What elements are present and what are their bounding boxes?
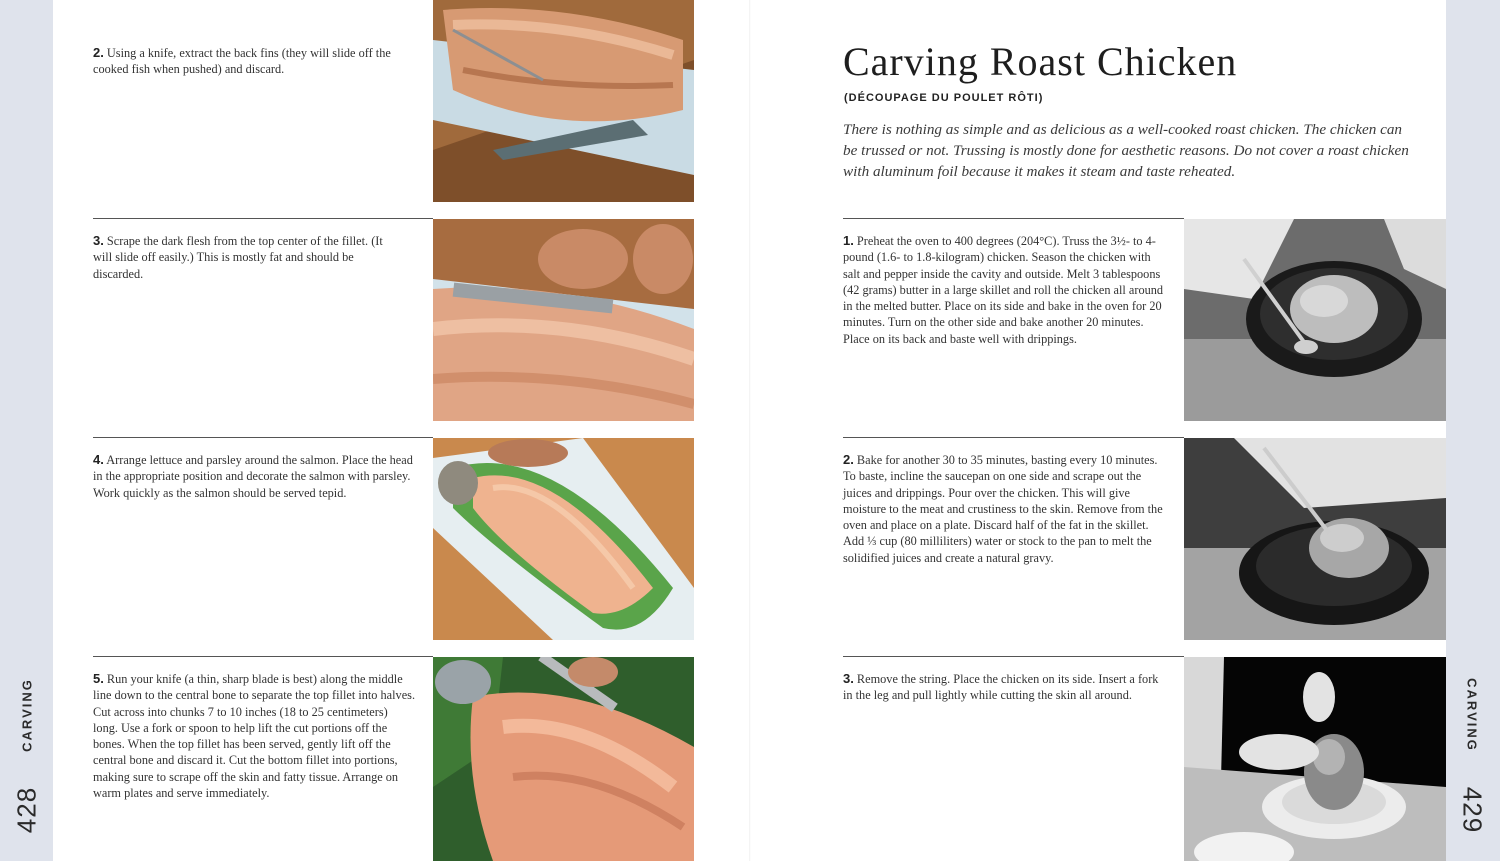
step-text: Preheat the oven to 400 degrees (204°C). Truss the 3½- to 4-pound (1.6- to 1.8-kilogram) chicken. Season the chicken with salt and pepper inside the cavity and outside. Melt 3 tablespoons (42 grams) butter in a large skillet and roll the chicken all around in the melted butter. Place on its side and bake in the oven for 20 minutes. Turn on the other side and bake another 20 minutes. Place on its back and baste well with drippings. [843, 234, 1164, 346]
step-item [93, 45, 418, 78]
salmon-fins-photo [433, 0, 694, 202]
salmon-portion-photo [433, 657, 694, 861]
step-number: 1. [843, 233, 854, 248]
intro-paragraph: There is nothing as simple and as delicious as a well-cooked roast chicken. The chicken can be trussed or not. Trussing is mostly done for aesthetic reasons. Do not cover a roast chicken with aluminum foil because it makes it steam and taste reheated. [843, 121, 1409, 180]
salmon-scrape-photo [433, 219, 694, 421]
running-head-left: CARVING [19, 678, 35, 752]
step-divider [93, 218, 433, 219]
step-number: 2. [843, 452, 854, 467]
step-number: 4. [93, 452, 104, 467]
step-number: 2. [93, 45, 104, 60]
step-item [93, 233, 403, 282]
step-number: 3. [93, 233, 104, 248]
page-gutter [749, 0, 751, 861]
step-number: 3. [843, 671, 854, 686]
step-item [93, 452, 418, 501]
step-text: Run your knife (a thin, sharp blade is best) along the middle line down to the central bone to separate the top fillet into halves. Cut across into chunks 7 to 10 inches (18 to 25 centimeters) long. Use a fork or spoon to help lift the cut portions off the bones. When the top fillet has been served, gently lift off the central bone and discard it. Cut the bottom fillet into portions, making sure to scrape off the skin and fatty tissue. Arrange on warm plates and serve immediately. [93, 672, 416, 801]
step-item [843, 452, 1165, 566]
step-text: Bake for another 30 to 35 minutes, basting every 10 minutes. To baste, incline the saucepan on one side and scrape out the juices and drippings. Pour over the chicken. This will give moisture to the meat and crustiness to the skin. Remove from the oven and place on a plate. Discard half of the fat in the skillet. Add ⅓ cup (80 milliliters) water or stock to the pan to melt the solidified juices and create a natural gravy. [843, 453, 1163, 565]
chicken-skillet-photo [1184, 219, 1446, 421]
step-number: 5. [93, 671, 104, 686]
step-divider [843, 437, 1184, 438]
step-item [843, 233, 1168, 347]
step-item [843, 671, 1168, 704]
step-item [93, 671, 415, 801]
step-divider [93, 437, 433, 438]
step-divider [843, 656, 1184, 657]
step-text: Arrange lettuce and parsley around the salmon. Place the head in the appropriate position and decorate the salmon with parsley. Work quickly as the salmon should be served tepid. [93, 453, 413, 500]
salmon-garnish-photo [433, 438, 694, 640]
step-divider [843, 218, 1184, 219]
page-number-right: 429 [1457, 786, 1488, 834]
running-head-right: CARVING [1464, 678, 1480, 752]
chicken-carve-photo [1184, 657, 1446, 861]
step-text: Scrape the dark flesh from the top center of the fillet. (It will slide off easily.) This is mostly fat and should be discarded. [93, 234, 383, 281]
chicken-baste-photo [1184, 438, 1446, 640]
step-text: Remove the string. Place the chicken on its side. Insert a fork in the leg and pull lightly while cutting the skin all around. [843, 672, 1159, 703]
step-text: Using a knife, extract the back fins (they will slide off the cooked fish when pushed) and discard. [93, 46, 391, 77]
page-number-left: 428 [11, 786, 42, 834]
step-divider [93, 656, 433, 657]
page-title: Carving Roast Chicken [843, 39, 1238, 84]
page-subtitle: (DÉCOUPAGE DU POULET RÔTI) [844, 92, 1044, 104]
